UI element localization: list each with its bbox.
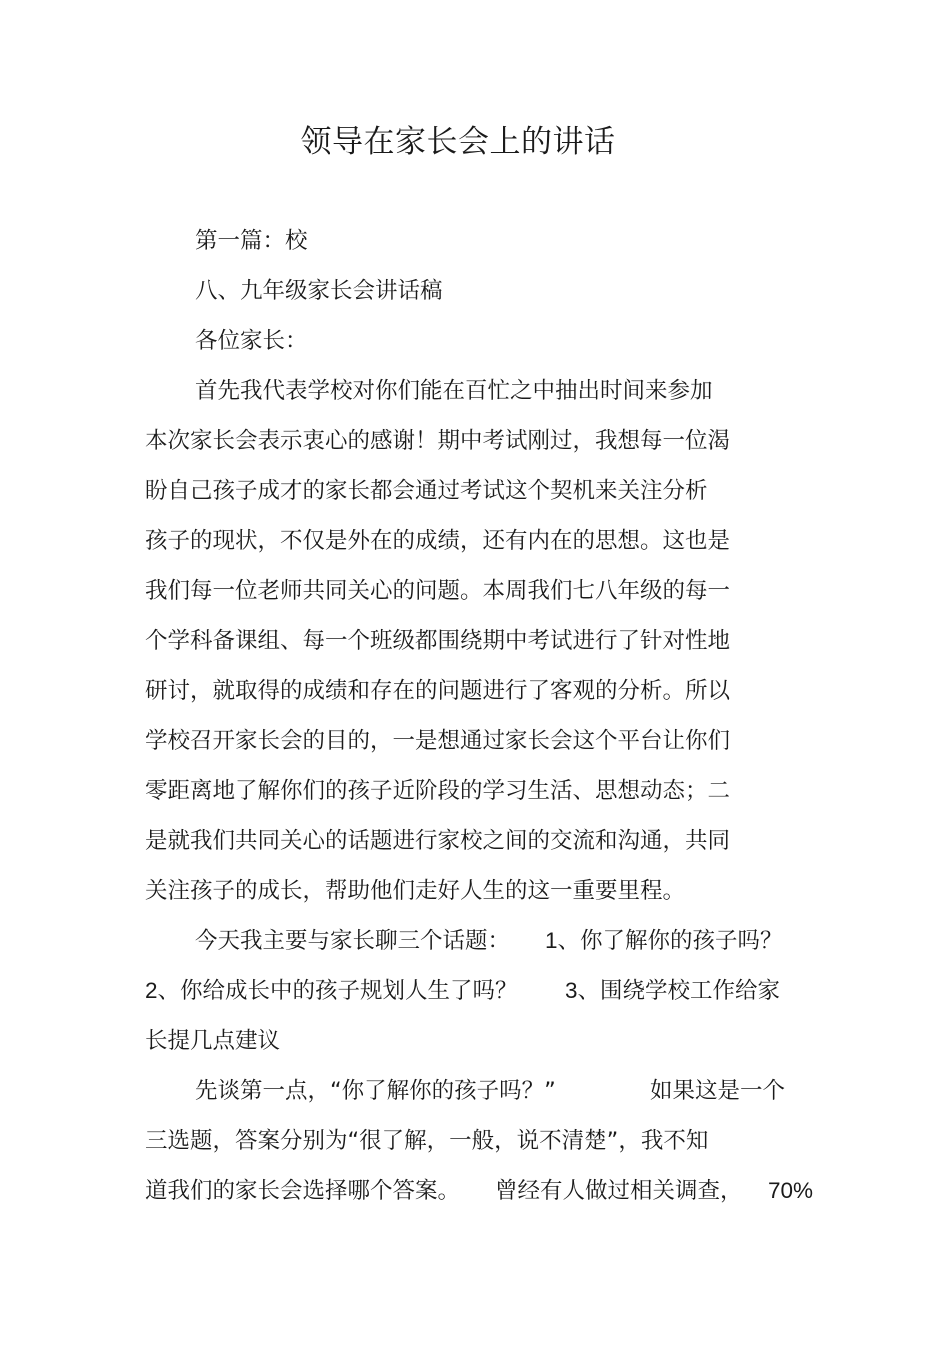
topics-line-2	[0, 974, 950, 1008]
survey-percentage: 70%	[768, 1178, 814, 1203]
last-line	[0, 1174, 950, 1208]
topics-line	[0, 924, 950, 958]
section-heading: 第一篇：校	[195, 228, 308, 254]
document-title: 领导在家长会上的讲话	[300, 124, 616, 160]
topic-three: 3、围绕学校工作给家	[565, 978, 781, 1003]
choice-line: 三选题，答案分别为“很了解，一般，说不清楚”，我不知	[145, 1128, 709, 1154]
paragraph-line: 首先我代表学校对你们能在百忙之中抽出时间来参加	[195, 378, 713, 404]
paragraph-line: 零距离地了解你们的孩子近阶段的学习生活、思想动态；二	[145, 778, 731, 804]
first-point-line	[0, 1074, 950, 1108]
paragraph-line: 研讨，就取得的成绩和存在的问题进行了客观的分析。所以	[145, 678, 731, 704]
paragraph-line: 孩子的现状，不仅是外在的成绩，还有内在的思想。这也是	[145, 528, 731, 554]
topic-one: 1、你了解你的孩子吗？	[545, 928, 783, 953]
topics-intro: 今天我主要与家长聊三个话题：	[195, 928, 511, 954]
last-line-a: 道我们的家长会选择哪个答案。	[145, 1178, 461, 1204]
paragraph-line: 我们每一位老师共同关心的问题。本周我们七八年级的每一	[145, 578, 731, 604]
topics-line-3: 长提几点建议	[145, 1028, 281, 1054]
paragraph-line: 个学科备课组、每一个班级都围绕期中考试进行了针对性地	[145, 628, 731, 654]
last-line-b: 曾经有人做过相关调查，	[495, 1178, 743, 1204]
first-point-question: 先谈第一点，“你了解你的孩子吗？”	[195, 1078, 556, 1104]
paragraph-line: 本次家长会表示衷心的感谢！期中考试刚过，我想每一位渴	[145, 428, 731, 454]
paragraph-line: 学校召开家长会的目的，一是想通过家长会这个平台让你们	[145, 728, 731, 754]
speech-subtitle: 八、九年级家长会讲话稿	[195, 278, 443, 304]
salutation: 各位家长：	[195, 328, 308, 354]
topic-two: 2、你给成长中的孩子规划人生了吗？	[145, 978, 518, 1003]
paragraph-line: 盼自己孩子成才的家长都会通过考试这个契机来关注分析	[145, 478, 708, 504]
first-point-continuation: 如果这是一个	[650, 1078, 786, 1104]
paragraph-line: 关注孩子的成长，帮助他们走好人生的这一重要里程。	[145, 878, 686, 904]
paragraph-line: 是就我们共同关心的话题进行家校之间的交流和沟通，共同	[145, 828, 731, 854]
